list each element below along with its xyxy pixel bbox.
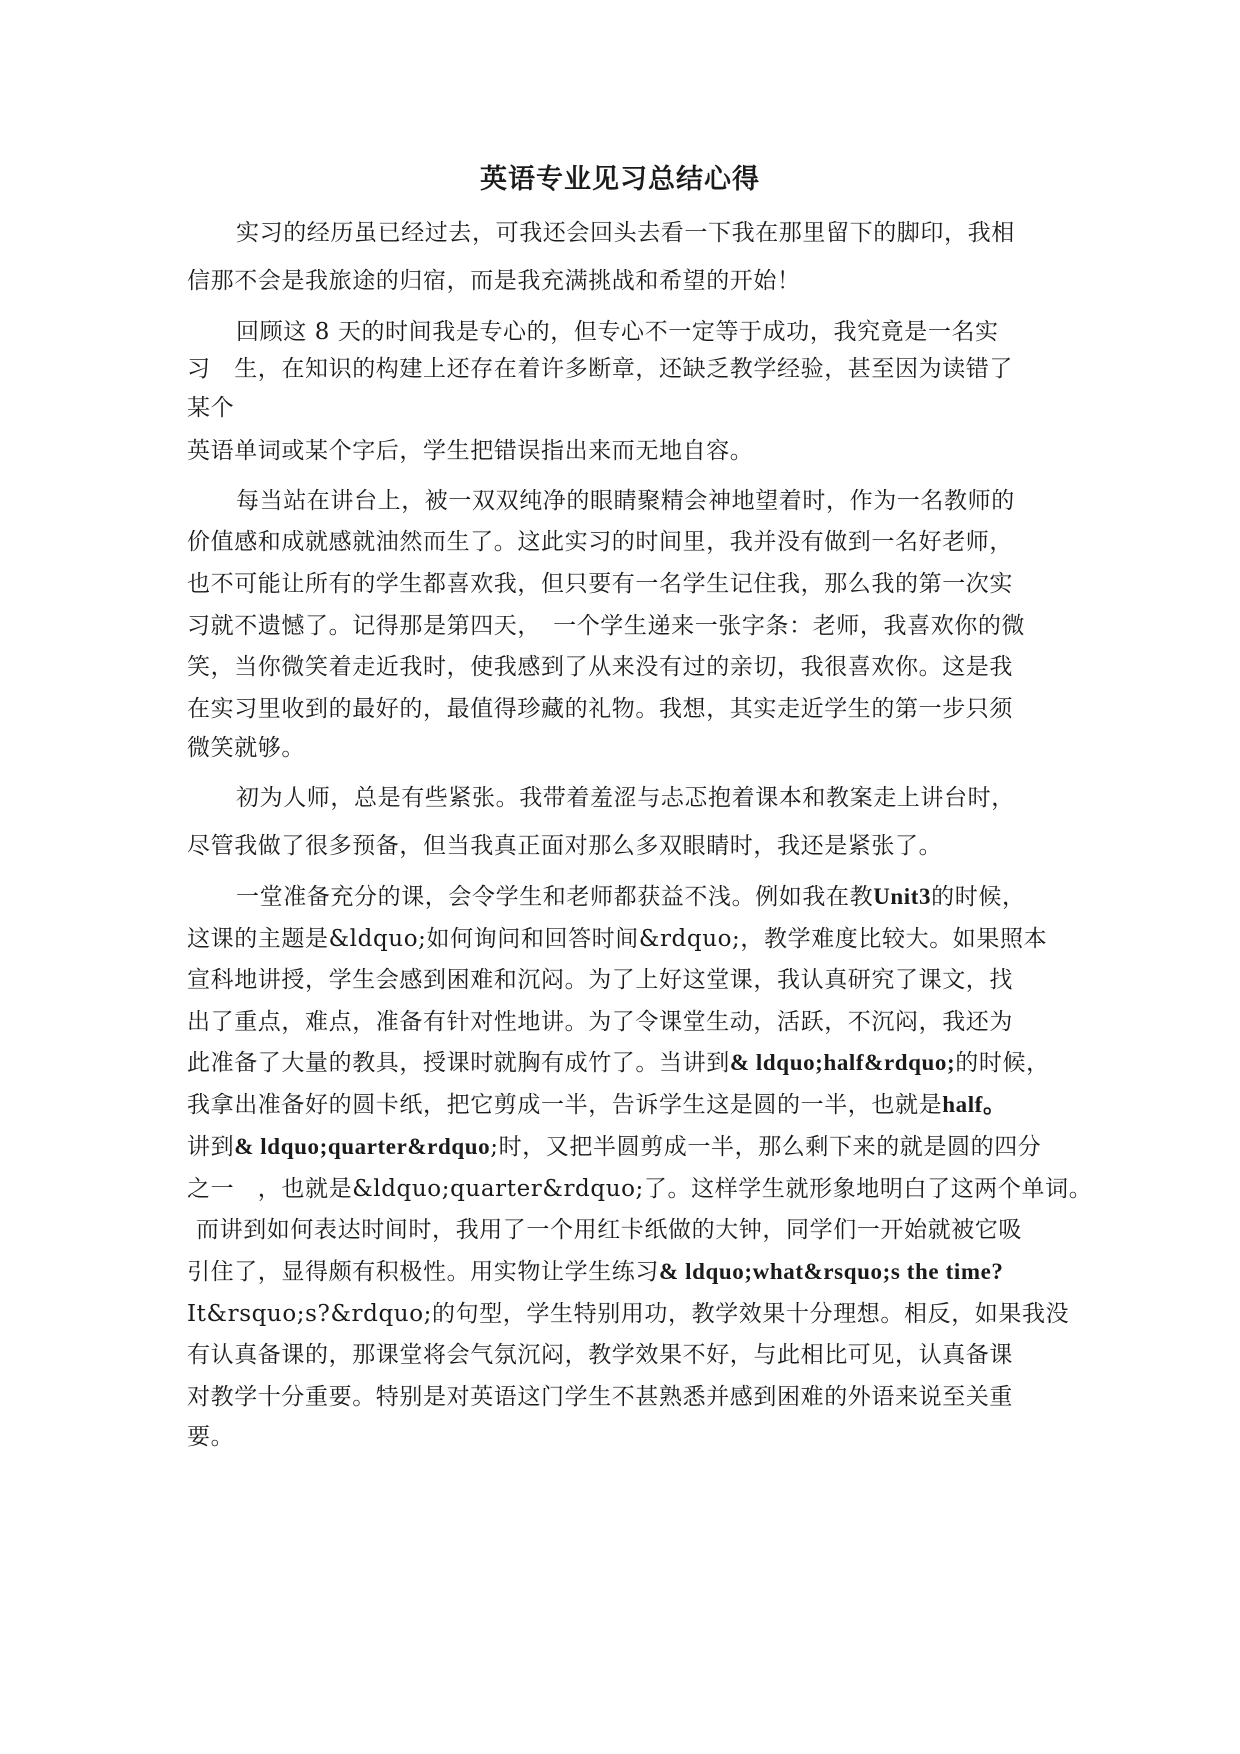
paragraph-line: 信那不会是我旅途的归宿，而是我充满挑战和希望的开始！ [187, 268, 801, 294]
paragraph-line: 而讲到如何表达时间时，我用了一个用红卡纸做的大钟，同学们一开始就被它吸 [196, 1217, 1022, 1243]
paragraph-line: 出了重点，难点，准备有针对性地讲。为了令课堂生动，活跃，不沉闷，我还为 [187, 1009, 1013, 1035]
paragraph-line [187, 1255, 1003, 1289]
bold-run: & ldquo;what&rsquo;s the time? [659, 1259, 1004, 1284]
paragraph-line: 宣科地讲授，学生会感到困难和沉闷。为了上好这堂课，我认真研究了课文，找 [187, 967, 1013, 993]
bold-run: & ldquo;half&rdquo; [729, 1050, 956, 1075]
paragraph-line: 英语单词或某个字后，学生把错误指出来而无地自容。 [187, 438, 754, 464]
paragraph-line [187, 1130, 1041, 1164]
paragraph-line: 某个 [187, 395, 235, 421]
text-run: 我拿出准备好的圆卡纸，把它剪成一半，告诉学生这是圆的一半，也就是 [187, 1092, 943, 1118]
paragraph-line: 对教学十分重要。特别是对英语这门学生不甚熟悉并感到困难的外语来说至关重 [187, 1384, 1013, 1410]
paragraph-line: 微笑就够。 [187, 735, 305, 761]
paragraph-line: 笑，当你微笑着走近我时，使我感到了从来没有过的亲切，我很喜欢你。这是我 [187, 654, 1013, 680]
text-run: 一堂准备充分的课，会令学生和老师都获益不浅。例如我在教 [236, 884, 874, 910]
bold-run: Unit3 [873, 884, 932, 909]
paragraph-line [236, 880, 1026, 914]
text-run: 的时候， [955, 1050, 1050, 1076]
paragraph-line: 在实习里收到的最好的，最值得珍藏的礼物。我想，其实走近学生的第一步只须 [187, 696, 1013, 722]
paragraph-line: 回顾这 8 天的时间我是专心的，但专心不一定等于成功，我究竟是一名实 [236, 319, 999, 345]
text-run: 引住了，显得颇有积极性。用实物让学生练习 [187, 1259, 659, 1285]
paragraph-line: 初为人师，总是有些紧张。我带着羞涩与忐忑抱着课本和教案走上讲台时， [236, 785, 1015, 811]
document-title: 英语专业见习总结心得 [480, 164, 760, 195]
paragraph-line: 习 生，在知识的构建上还存在着许多断章，还缺乏教学经验，甚至因为读错了 [187, 356, 1013, 382]
paragraph-line: 尽管我做了很多预备，但当我真正面对那么多双眼睛时，我还是紧张了。 [187, 833, 943, 859]
bold-run: & ldquo;quarter&rdquo [234, 1134, 491, 1159]
paragraph-line: 要。 [187, 1424, 235, 1450]
bold-run: half。 [942, 1092, 1007, 1117]
paragraph-line: 每当站在讲台上，被一双双纯净的眼睛聚精会神地望着时，作为一名教师的 [236, 488, 1015, 514]
text-run: 讲到 [187, 1134, 235, 1160]
paragraph-line: 也不可能让所有的学生都喜欢我，但只要有一名学生记住我，那么我的第一次实 [187, 571, 1013, 597]
paragraph-line: It&rsquo;s?&rdquo;的句型，学生特别用功，教学效果十分理想。相反，如果我没 [187, 1301, 1070, 1327]
paragraph-line [187, 1046, 1050, 1080]
text-run: ;时，又把半圆剪成一半，那么剩下来的就是圆的四分 [490, 1134, 1042, 1160]
text-run: 的时候， [931, 884, 1026, 910]
paragraph-line: 这课的主题是&ldquo;如何询问和回答时间&rdquo;，教学难度比较大。如果照本 [187, 926, 1048, 952]
paragraph-line: 有认真备课的，那课堂将会气氛沉闷，教学效果不好，与此相比可见，认真备课 [187, 1342, 1013, 1368]
paragraph-line: 实习的经历虽已经过去，可我还会回头去看一下我在那里留下的脚印，我相 [236, 220, 1015, 246]
text-run: 此准备了大量的教具，授课时就胸有成竹了。当讲到 [187, 1050, 730, 1076]
paragraph-line: 价值感和成就感就油然而生了。这此实习的时间里，我并没有做到一名好老师， [187, 529, 1013, 555]
paragraph-line [187, 1088, 1007, 1122]
paragraph-line: 习就不遗憾了。记得那是第四天， 一个学生递来一张字条：老师，我喜欢你的微 [187, 613, 1026, 639]
paragraph-line: 之一 ，也就是&ldquo;quarter&rdquo;了。这样学生就形象地明白了这两个单词。 [187, 1176, 1093, 1202]
